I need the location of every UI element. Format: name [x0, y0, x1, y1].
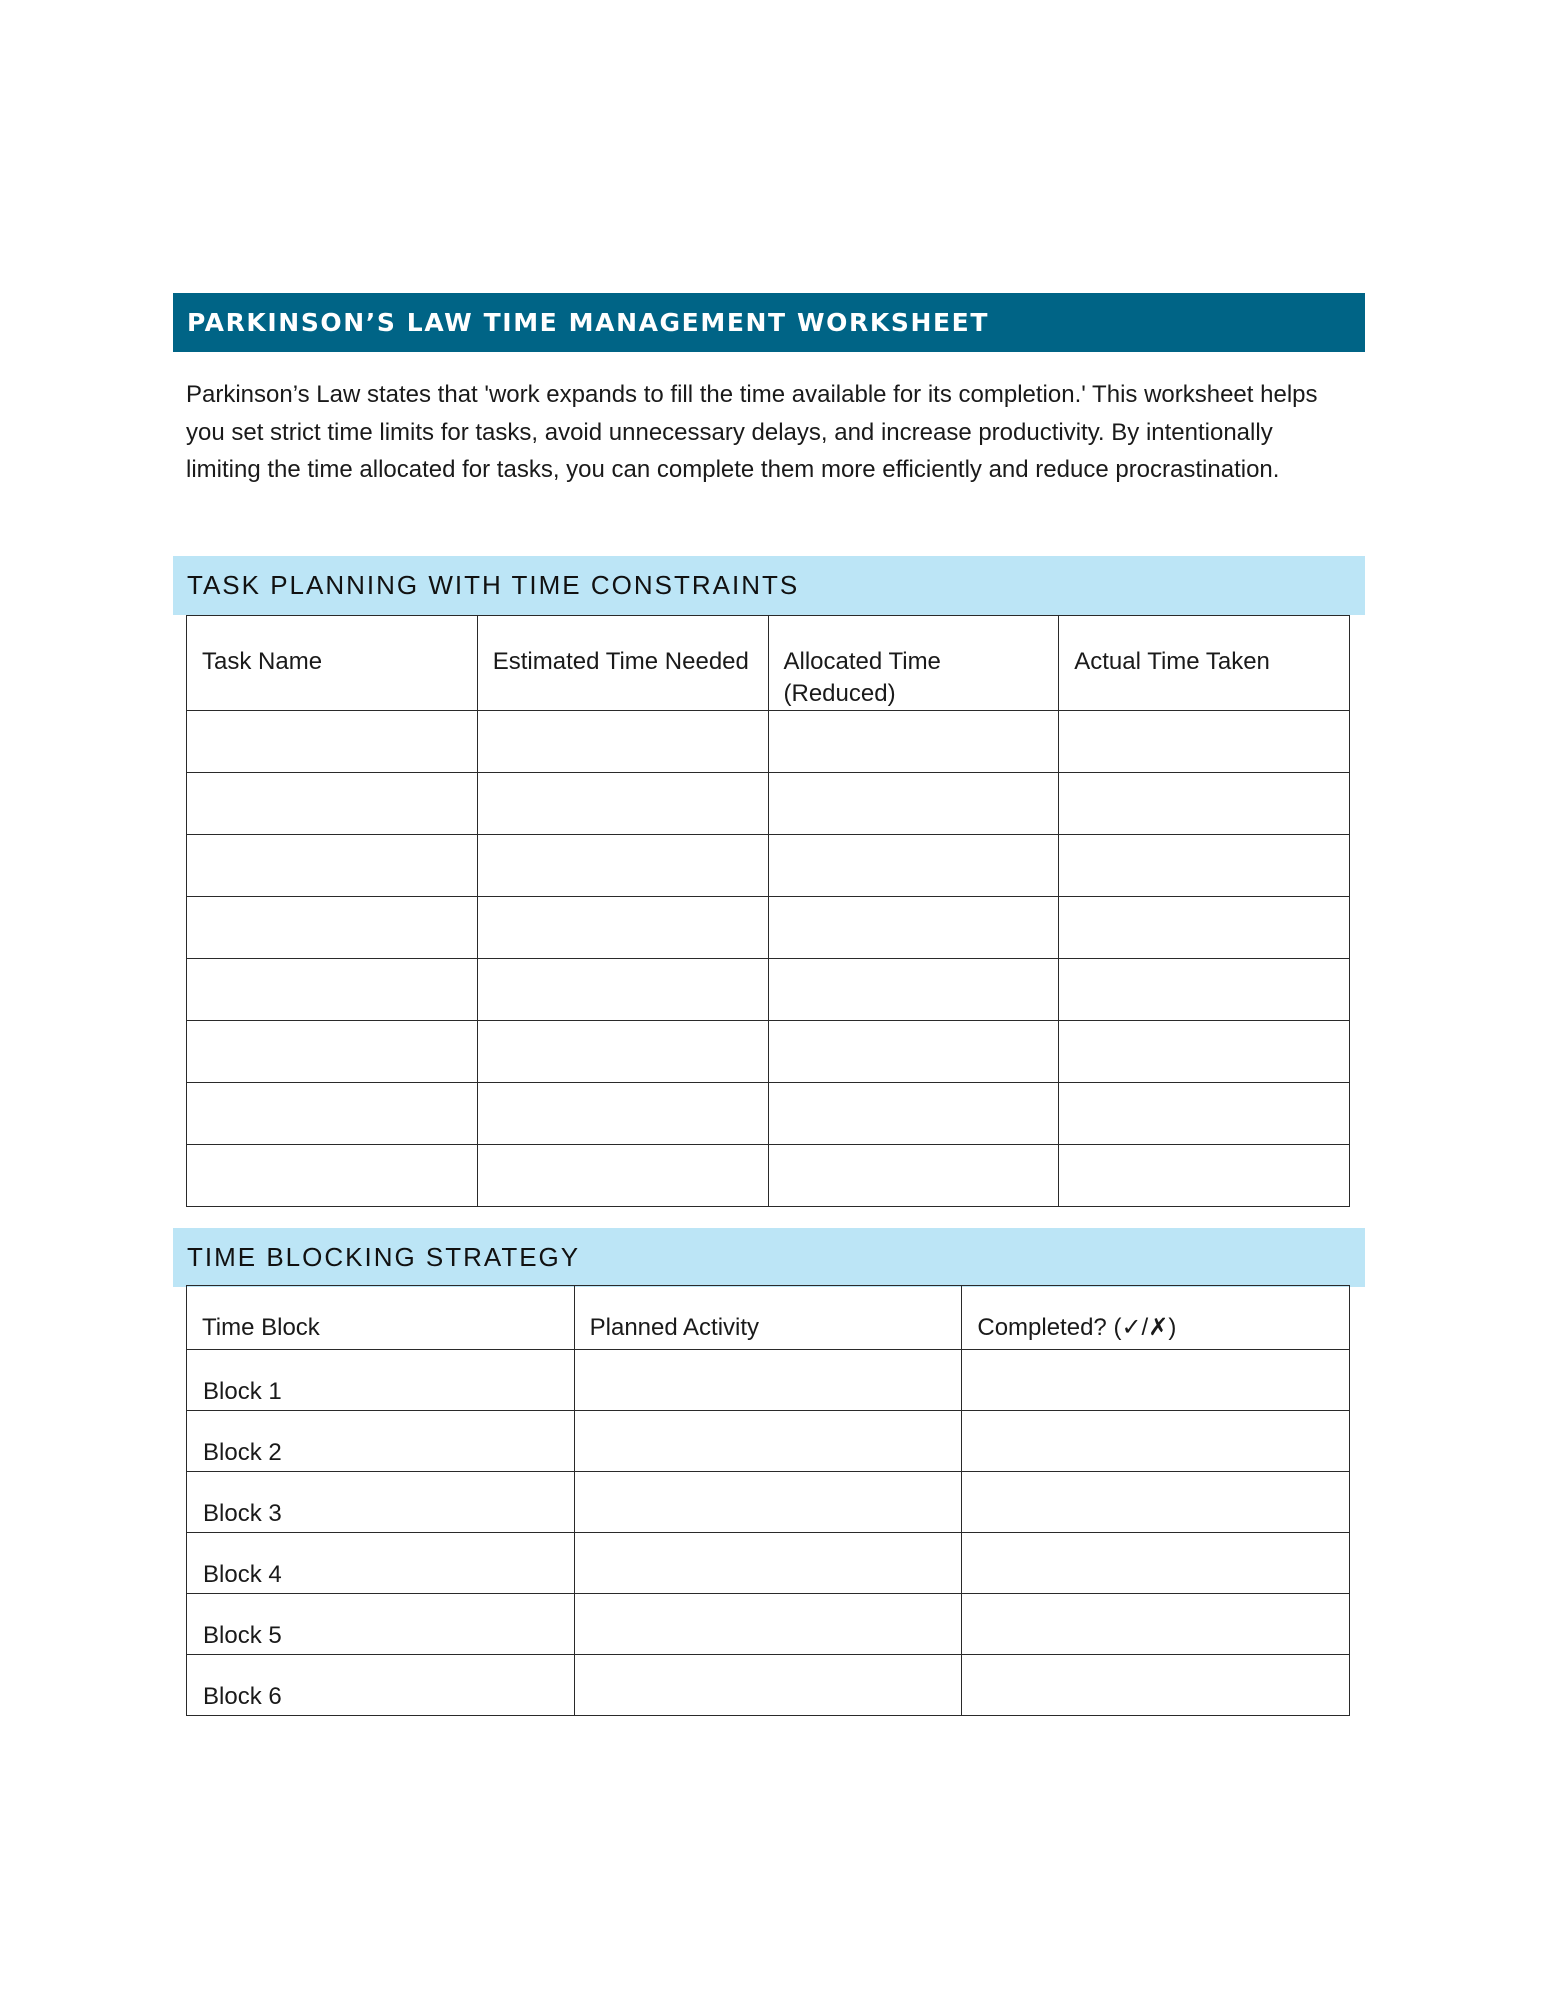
allocated-time-cell[interactable]: [768, 1145, 1059, 1207]
completed-slash: /: [1141, 1314, 1149, 1341]
column-header-completed: [962, 1286, 1350, 1350]
estimated-time-cell[interactable]: [477, 1021, 768, 1083]
task-table-header-row: [187, 616, 1350, 711]
estimated-time-cell[interactable]: [477, 773, 768, 835]
planned-activity-cell[interactable]: [574, 1594, 962, 1655]
task-row: [187, 1145, 1350, 1207]
time-block-label: Block 4: [187, 1533, 575, 1594]
time-block-row: [187, 1594, 1350, 1655]
completed-cell[interactable]: [962, 1655, 1350, 1716]
time-blocking-table: [186, 1285, 1350, 1716]
task-row: [187, 897, 1350, 959]
task-row: [187, 773, 1350, 835]
actual-time-cell[interactable]: [1059, 711, 1350, 773]
task-row: [187, 1021, 1350, 1083]
task-section-heading: TASK PLANNING WITH TIME CONSTRAINTS: [187, 570, 800, 600]
completed-cell[interactable]: [962, 1594, 1350, 1655]
task-name-cell[interactable]: [187, 959, 478, 1021]
allocated-time-cell[interactable]: [768, 897, 1059, 959]
actual-time-cell[interactable]: [1059, 773, 1350, 835]
completed-cell[interactable]: [962, 1411, 1350, 1472]
time-block-label: Block 1: [187, 1350, 575, 1411]
page-title: PARKINSON’S LAW TIME MANAGEMENT WORKSHEET: [187, 308, 989, 337]
estimated-time-cell[interactable]: [477, 835, 768, 897]
planned-activity-cell[interactable]: [574, 1655, 962, 1716]
allocated-time-cell[interactable]: [768, 711, 1059, 773]
estimated-time-cell[interactable]: [477, 897, 768, 959]
task-section-banner: [173, 556, 1365, 615]
time-block-row: [187, 1350, 1350, 1411]
task-planning-table: [186, 615, 1350, 1207]
actual-time-cell[interactable]: [1059, 1021, 1350, 1083]
allocated-time-cell[interactable]: [768, 835, 1059, 897]
task-name-cell[interactable]: [187, 1021, 478, 1083]
task-row: [187, 835, 1350, 897]
task-row: [187, 959, 1350, 1021]
actual-time-cell[interactable]: [1059, 1145, 1350, 1207]
estimated-time-cell[interactable]: [477, 711, 768, 773]
column-header-time-block: Time Block: [187, 1286, 575, 1350]
allocated-time-cell[interactable]: [768, 959, 1059, 1021]
column-header-task-name: Task Name: [187, 616, 478, 711]
time-block-label: Block 5: [187, 1594, 575, 1655]
task-name-cell[interactable]: [187, 835, 478, 897]
column-header-planned-activity: Planned Activity: [574, 1286, 962, 1350]
completed-cell[interactable]: [962, 1472, 1350, 1533]
time-block-label: Block 3: [187, 1472, 575, 1533]
planned-activity-cell[interactable]: [574, 1533, 962, 1594]
time-block-section-banner: [173, 1228, 1365, 1287]
task-row: [187, 711, 1350, 773]
estimated-time-cell[interactable]: [477, 1145, 768, 1207]
task-row: [187, 1083, 1350, 1145]
time-block-row: [187, 1533, 1350, 1594]
actual-time-cell[interactable]: [1059, 959, 1350, 1021]
title-banner: [173, 293, 1365, 352]
time-block-row: [187, 1411, 1350, 1472]
column-header-estimated-time: Estimated Time Needed: [477, 616, 768, 711]
task-name-cell[interactable]: [187, 897, 478, 959]
completed-cell[interactable]: [962, 1350, 1350, 1411]
task-name-cell[interactable]: [187, 711, 478, 773]
task-name-cell[interactable]: [187, 1083, 478, 1145]
column-header-allocated-time: Allocated Time (Reduced): [768, 616, 1059, 711]
planned-activity-cell[interactable]: [574, 1411, 962, 1472]
check-mark-icon: ✓: [1121, 1313, 1142, 1341]
actual-time-cell[interactable]: [1059, 897, 1350, 959]
time-block-section-heading: TIME BLOCKING STRATEGY: [187, 1242, 581, 1272]
completed-cell[interactable]: [962, 1533, 1350, 1594]
actual-time-cell[interactable]: [1059, 1083, 1350, 1145]
cross-mark-icon: ✗: [1148, 1313, 1169, 1341]
task-name-cell[interactable]: [187, 773, 478, 835]
planned-activity-cell[interactable]: [574, 1350, 962, 1411]
estimated-time-cell[interactable]: [477, 1083, 768, 1145]
completed-prefix: Completed? (: [977, 1314, 1122, 1341]
time-block-header-row: [187, 1286, 1350, 1350]
column-header-actual-time: Actual Time Taken: [1059, 616, 1350, 711]
time-block-label: Block 2: [187, 1411, 575, 1472]
allocated-time-cell[interactable]: [768, 773, 1059, 835]
planned-activity-cell[interactable]: [574, 1472, 962, 1533]
task-name-cell[interactable]: [187, 1145, 478, 1207]
time-block-label: Block 6: [187, 1655, 575, 1716]
allocated-time-cell[interactable]: [768, 1021, 1059, 1083]
allocated-time-cell[interactable]: [768, 1083, 1059, 1145]
completed-suffix: ): [1168, 1314, 1177, 1341]
actual-time-cell[interactable]: [1059, 835, 1350, 897]
intro-paragraph: Parkinson’s Law states that 'work expands to fill the time available for its completion.' This worksheet helps you set strict time limits for tasks, avoid unnecessary delays, and increase productivity. By intentionally limiting the time allocated for tasks, you can complete them more efficiently and reduce procrastination.: [186, 381, 1318, 483]
estimated-time-cell[interactable]: [477, 959, 768, 1021]
time-block-row: [187, 1472, 1350, 1533]
time-block-row: [187, 1655, 1350, 1716]
